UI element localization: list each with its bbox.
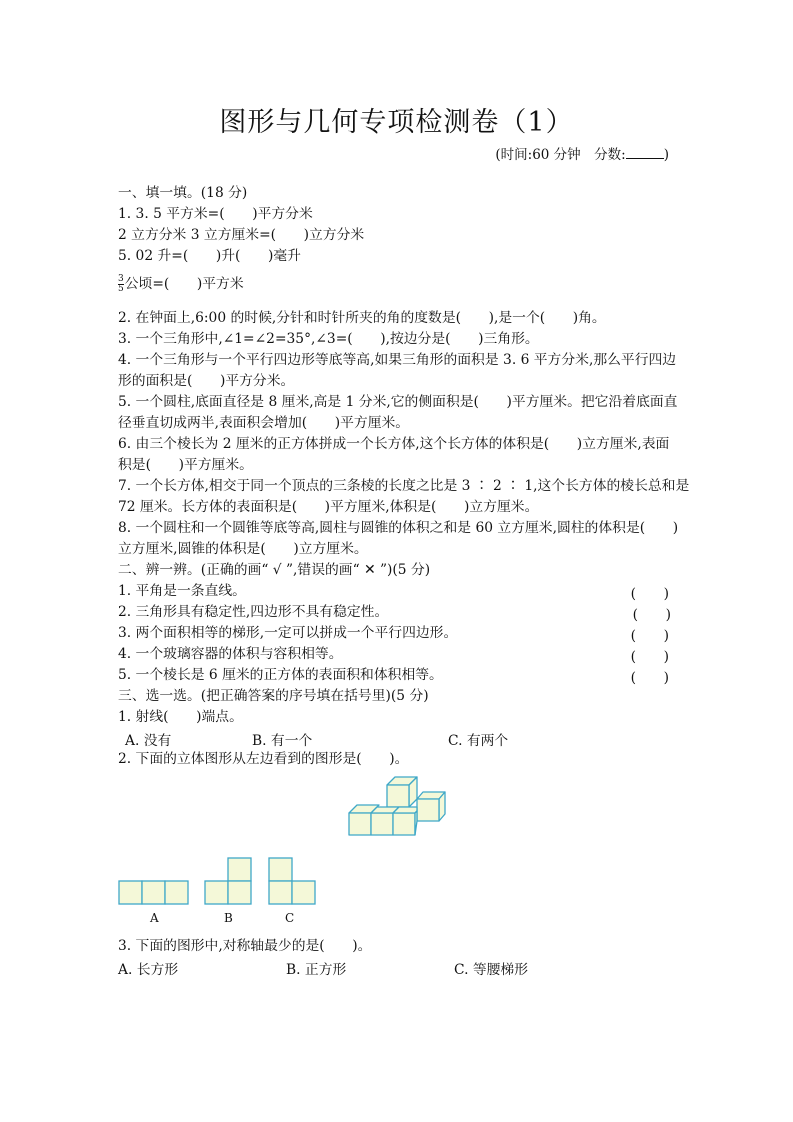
section2-heading: 二、辨一辨。(正确的画“ √ ”,错误的画“ ✕ ”)(5 分) xyxy=(118,562,431,578)
s1-q3: 3. 一个三角形中,∠1=∠2=35°,∠3=( ),按边分是( )三角形。 xyxy=(118,331,539,347)
s2-answer-1[interactable]: ( ) xyxy=(630,586,669,602)
s1-q8-a: 8. 一个圆柱和一个圆锥等底等高,圆柱与圆锥的体积之和是 60 立方厘米,圆柱的体积是( ) xyxy=(118,520,679,536)
option-b-figure[interactable] xyxy=(205,857,255,907)
s1-line-4 xyxy=(118,275,244,294)
s3-q3-stem: 3. 下面的图形中,对称轴最少的是( )。 xyxy=(118,938,372,954)
time-score-close: ) xyxy=(663,147,669,163)
time-score-label: (时间:60 分钟 分数: xyxy=(495,147,626,163)
s3-q1-stem: 1. 射线( )端点。 xyxy=(118,709,243,725)
s3-q1-option-b[interactable]: B. 有一个 xyxy=(252,733,313,749)
s2-item-1: 1. 平角是一条直线。 xyxy=(118,583,246,599)
s2-answer-4[interactable]: ( ) xyxy=(630,649,669,665)
section1-heading: 一、填一填。(18 分) xyxy=(118,185,248,201)
s2-answer-2[interactable]: ( ) xyxy=(632,607,671,623)
option-a-figure[interactable] xyxy=(119,881,191,905)
s1-q6-b: 积是( )平方厘米。 xyxy=(118,457,253,473)
s1-q6-a: 6. 由三个棱长为 2 厘米的正方体拼成一个长方体,这个长方体的体积是( )立方厘米,表面 xyxy=(118,436,670,452)
s3-q3-option-c[interactable]: C. 等腰梯形 xyxy=(454,962,529,978)
s3-q3-option-a[interactable]: A. 长方形 xyxy=(118,962,179,978)
s1-q2: 2. 在钟面上,6:00 的时候,分针和时针所夹的角的度数是( ),是一个( )角。 xyxy=(118,310,606,326)
cube-solid-figure xyxy=(347,775,447,845)
s1-q8-b: 立方厘米,圆锥的体积是( )立方厘米。 xyxy=(118,541,368,557)
s1-q5-b: 径垂直切成两半,表面积会增加( )平方厘米。 xyxy=(118,415,410,431)
option-a-label: A xyxy=(150,911,159,925)
s1-q4-a: 4. 一个三角形与一个平行四边形等底等高,如果三角形的面积是 3. 6 平方分米,那么平行四边 xyxy=(118,352,677,368)
s2-item-5: 5. 一个棱长是 6 厘米的正方体的表面积和体积相等。 xyxy=(118,667,443,683)
time-score-line xyxy=(495,143,669,163)
s2-answer-5[interactable]: ( ) xyxy=(630,670,669,686)
option-c-figure[interactable] xyxy=(269,857,319,907)
s1-line-4-text: 公顷=( )平方米 xyxy=(124,276,244,292)
s2-answer-3[interactable]: ( ) xyxy=(630,628,669,644)
s1-line-3: 5. 02 升=( )升( )毫升 xyxy=(118,248,301,264)
s2-item-2: 2. 三角形具有稳定性,四边形不具有稳定性。 xyxy=(118,604,389,620)
s1-q4-b: 形的面积是( )平方分米。 xyxy=(118,373,295,389)
s3-q1-option-c[interactable]: C. 有两个 xyxy=(448,733,509,749)
option-c-label: C xyxy=(285,911,295,925)
fraction-denominator: 5 xyxy=(118,284,124,294)
s1-q7-b: 72 厘米。长方体的表面积是( )平方厘米,体积是( )立方厘米。 xyxy=(118,499,539,515)
s3-q3-option-b[interactable]: B. 正方形 xyxy=(286,962,347,978)
score-blank[interactable] xyxy=(626,145,664,159)
fraction xyxy=(118,275,124,294)
s3-q1-option-a[interactable]: A. 没有 xyxy=(125,733,172,749)
option-b-label: B xyxy=(224,911,233,925)
fraction-numerator: 3 xyxy=(118,274,124,284)
s1-q7-a: 7. 一个长方体,相交于同一个顶点的三条棱的长度之比是 3 ∶ 2 ∶ 1,这个长方体的棱长总和是 xyxy=(118,478,690,494)
s2-item-3: 3. 两个面积相等的梯形,一定可以拼成一个平行四边形。 xyxy=(118,625,458,641)
page-title: 图形与几何专项检测卷（1） xyxy=(219,107,574,138)
s1-q5-a: 5. 一个圆柱,底面直径是 8 厘米,高是 1 分米,它的侧面积是( )平方厘米。把它沿着底面直 xyxy=(118,394,678,410)
section3-heading: 三、选一选。(把正确答案的序号填在括号里)(5 分) xyxy=(118,688,429,704)
s1-line-2: 2 立方分米 3 立方厘米=( )立方分米 xyxy=(118,227,365,243)
s2-item-4: 4. 一个玻璃容器的体积与容积相等。 xyxy=(118,646,343,662)
s3-q2-stem: 2. 下面的立体图形从左边看到的图形是( )。 xyxy=(118,751,409,767)
s1-line-1: 1. 3. 5 平方米=( )平方分米 xyxy=(118,206,313,222)
